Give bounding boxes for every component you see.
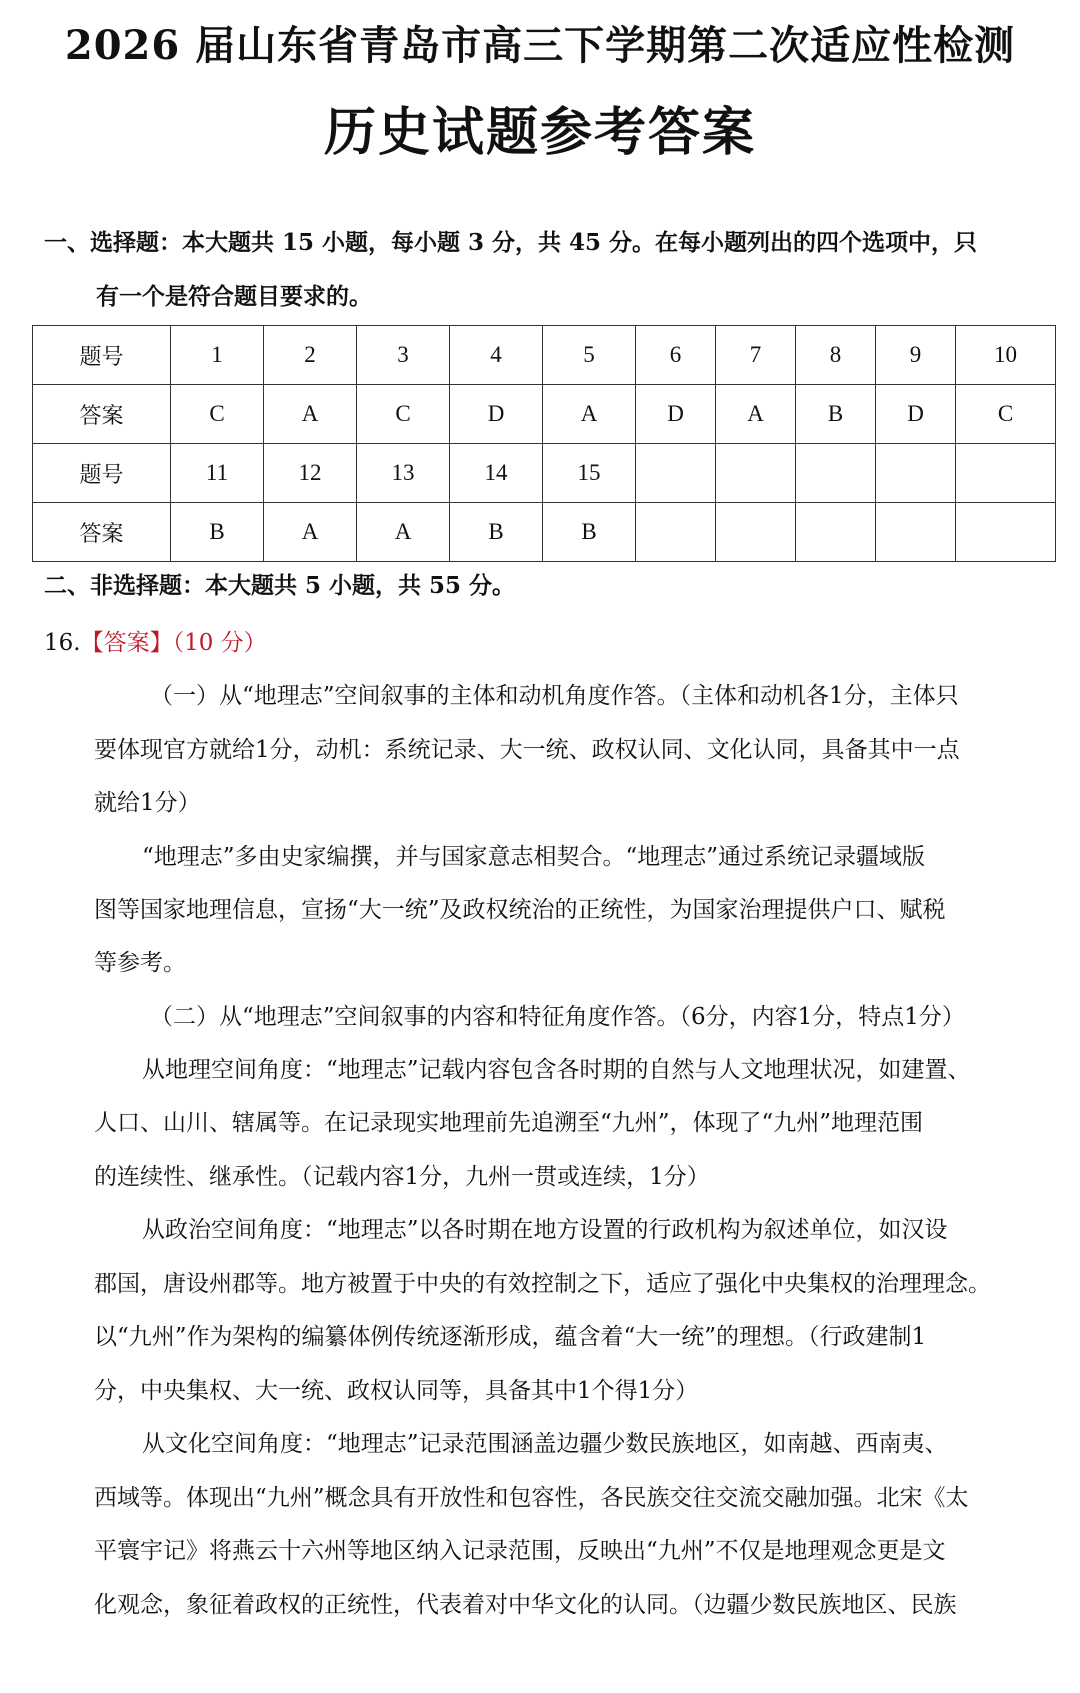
answer-text-line: 从地理空间角度：“地理志”记载内容包含各时期的自然与人文地理状况，如建置、 (142, 1057, 971, 1083)
answer-text-line: “地理志”多由史家编撰，并与国家意志相契合。“地理志”通过系统记录疆域版 (142, 844, 926, 870)
answer-text-line: 郡国，唐设州郡等。地方被置于中央的有效控制之下，适应了强化中央集权的治理理念。 (94, 1271, 991, 1297)
answer-text-line: 的连续性、继承性。（记载内容1分，九州一贯或连续，1分） (94, 1164, 710, 1190)
table-cell: A (264, 503, 357, 562)
answer-text-line: 从文化空间角度：“地理志”记录范围涵盖边疆少数民族地区，如南越、西南夷、 (142, 1431, 948, 1457)
table-cell: 13 (357, 444, 450, 503)
table-cell: B (796, 385, 876, 444)
answer-text-line: 化观念，象征着政权的正统性，代表着对中华文化的认同。（边疆少数民族地区、民族 (94, 1592, 957, 1618)
table-cell: B (543, 503, 636, 562)
table-cell: 3 (357, 326, 450, 385)
table-cell (876, 503, 956, 562)
answer-text-line: （一）从“地理志”空间叙事的主体和动机角度作答。（主体和动机各1分，主体只 (150, 683, 959, 709)
section1-heading-line2: 有一个是符合题目要求的。 (96, 283, 372, 310)
table-row (33, 385, 1056, 444)
table-cell: 9 (876, 326, 956, 385)
table-cell (956, 444, 1056, 503)
row-label: 题号 (33, 444, 171, 503)
row-label: 答案 (33, 503, 171, 562)
table-cell: 10 (956, 326, 1056, 385)
table-cell (636, 444, 716, 503)
table-cell: 2 (264, 326, 357, 385)
answer-text-line: 西域等。体现出“九州”概念具有开放性和包容性，各民族交往交流交融加强。北宋《太 (94, 1485, 969, 1511)
table-cell (956, 503, 1056, 562)
answer-text-line: 以“九州”作为架构的编纂体例传统逐渐形成，蕴含着“大一统”的理想。（行政建制1 (94, 1324, 927, 1350)
question-16-header (44, 624, 267, 657)
question-number: 16. (44, 630, 81, 656)
table-cell: C (956, 385, 1056, 444)
table-cell: D (450, 385, 543, 444)
table-cell: 7 (716, 326, 796, 385)
document-title-line2: 历史试题参考答案 (323, 102, 756, 163)
table-cell (796, 503, 876, 562)
table-cell: 6 (636, 326, 716, 385)
answer-text-line: 图等国家地理信息，宣扬“大一统”及政权统治的正统性，为国家治理提供户口、赋税 (94, 897, 946, 923)
table-cell: B (450, 503, 543, 562)
table-row (33, 503, 1056, 562)
answer-text-line: 人口、山川、辖属等。在记录现实地理前先追溯至“九州”，体现了“九州”地理范围 (94, 1110, 924, 1136)
table-cell: 1 (171, 326, 264, 385)
table-cell: 8 (796, 326, 876, 385)
table-cell: 14 (450, 444, 543, 503)
table-cell (636, 503, 716, 562)
table-cell: B (171, 503, 264, 562)
question-score: （10 分） (172, 630, 267, 656)
table-cell (716, 503, 796, 562)
answer-text-line: 分，中央集权、大一统、政权认同等，具备其中1个得1分） (94, 1378, 699, 1404)
table-row (33, 444, 1056, 503)
document-title-line1: 2026 届山东省青岛市高三下学期第二次适应性检测 (64, 22, 1016, 69)
table-cell: 15 (543, 444, 636, 503)
answer-text-line: （二）从“地理志”空间叙事的内容和特征角度作答。（6分，内容1分，特点1分） (150, 1004, 965, 1030)
table-cell: 11 (171, 444, 264, 503)
answer-tag: 【答案】 (80, 630, 173, 656)
answer-text-line: 等参考。 (94, 950, 186, 976)
table-cell: 4 (450, 326, 543, 385)
section2-heading: 二、非选择题：本大题共 5 小题，共 55 分。 (44, 572, 516, 599)
table-cell: A (716, 385, 796, 444)
table-row (33, 326, 1056, 385)
answer-table (32, 325, 1056, 562)
table-cell: C (357, 385, 450, 444)
table-cell: 5 (543, 326, 636, 385)
section1-heading-line1: 一、选择题：本大题共 15 小题，每小题 3 分，共 45 分。在每小题列出的四个选项中，只 (44, 229, 978, 256)
table-cell: A (264, 385, 357, 444)
row-label: 题号 (33, 326, 171, 385)
table-cell (796, 444, 876, 503)
table-cell: D (636, 385, 716, 444)
table-cell: D (876, 385, 956, 444)
table-cell (876, 444, 956, 503)
answer-text-line: 要体现官方就给1分，动机：系统记录、大一统、政权认同、文化认同，具备其中一点 (94, 737, 960, 763)
row-label: 答案 (33, 385, 171, 444)
table-cell: 12 (264, 444, 357, 503)
table-cell: A (357, 503, 450, 562)
table-cell: A (543, 385, 636, 444)
table-cell (716, 444, 796, 503)
answer-text-line: 平寰宇记》将燕云十六州等地区纳入记录范围，反映出“九州”不仅是地理观念更是文 (94, 1538, 946, 1564)
answer-text-line: 就给1分） (94, 790, 201, 816)
table-cell: C (171, 385, 264, 444)
answer-text-line: 从政治空间角度：“地理志”以各时期在地方设置的行政机构为叙述单位，如汉设 (142, 1217, 948, 1243)
